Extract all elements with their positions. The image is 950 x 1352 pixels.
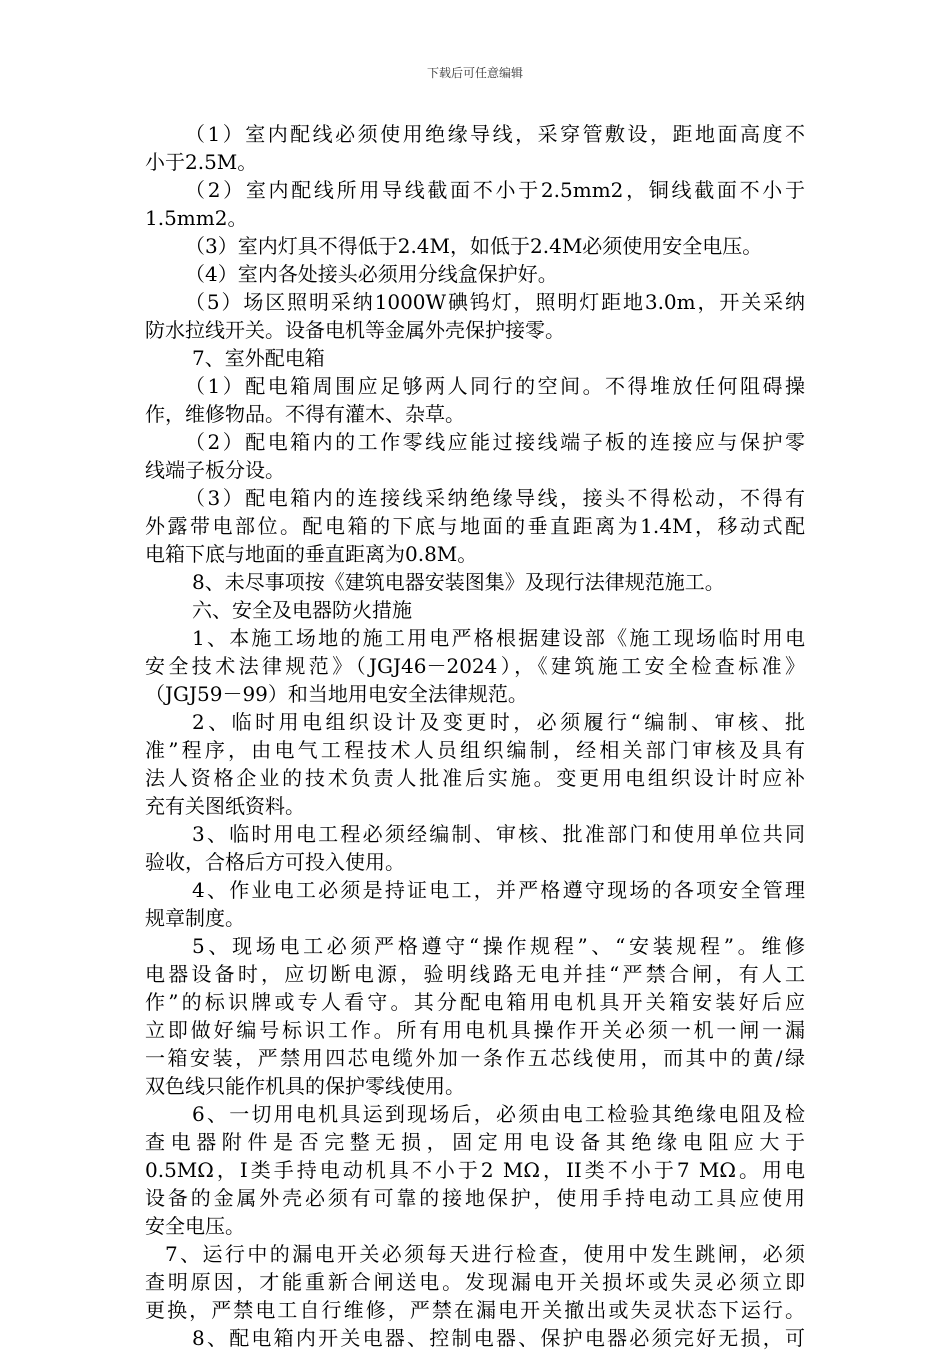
paragraph-line: 查电器附件是否完整无损，固定用电设备其绝缘电阻应大于: [145, 1130, 805, 1154]
paragraph-line: 立即做好编号标识工作。所有用电机具操作开关必须一机一闸一漏: [145, 1018, 805, 1042]
paragraph-line: 8、未尽事项按《建筑电器安装图集》及现行法律规范施工。: [192, 570, 725, 594]
document-body: [145, 120, 805, 1352]
paragraph-line: 0.5MΩ，I类手持电动机具不小于2 MΩ，II类不小于7 MΩ。用电: [145, 1158, 805, 1182]
paragraph-line: （1）室内配线必须使用绝缘导线，采穿管敷设，距地面高度不: [185, 122, 805, 146]
paragraph-line: 作，维修物品。不得有灌木、杂草。: [145, 402, 465, 426]
paragraph-line: 防水拉线开关。设备电机等金属外壳保护接零。: [145, 318, 565, 342]
section-heading: 7、室外配电箱: [192, 346, 325, 370]
paragraph-line: 8、配电箱内开关电器、控制电器、保护电器必须完好无损，可: [192, 1326, 805, 1350]
paragraph-line: 外露带电部位。配电箱的下底与地面的垂直距离为1.4M，移动式配: [145, 514, 805, 538]
paragraph-line: 5、现场电工必须严格遵守“操作规程”、“安装规程”。维修: [192, 934, 805, 958]
paragraph-line: 安全技术法律规范》（JGJ46－2024），《建筑施工安全检查标准》: [145, 654, 805, 678]
paragraph-line: 4、作业电工必须是持证电工，并严格遵守现场的各项安全管理: [192, 878, 805, 902]
paragraph-line: 1.5mm2。: [145, 206, 248, 230]
paragraph-line: 小于2.5M。: [145, 150, 258, 174]
paragraph-line: （4）室内各处接头必须用分线盒保护好。: [185, 262, 558, 286]
paragraph-line: 法人资格企业的技术负责人批准后实施。变更用电组织设计时应补: [145, 766, 805, 790]
paragraph-line: 6、一切用电机具运到现场后，必须由电工检验其绝缘电阻及检: [192, 1102, 805, 1126]
paragraph-line: （3）室内灯具不得低于2.4M，如低于2.4M必须使用安全电压。: [185, 234, 763, 258]
paragraph-line: 电箱下底与地面的垂直距离为0.8M。: [145, 542, 478, 566]
page-header: 下载后可任意编辑: [426, 66, 523, 80]
paragraph-line: 更换，严禁电工自行维修，严禁在漏电开关撤出或失灵状态下运行。: [145, 1298, 805, 1322]
paragraph-line: 作”的标识牌或专人看守。其分配电箱用电机具开关箱安装好后应: [145, 990, 805, 1014]
paragraph-line: 3、临时用电工程必须经编制、审核、批准部门和使用单位共同: [192, 822, 805, 846]
paragraph-line: 电器设备时，应切断电源，验明线路无电并挂“严禁合闸，有人工: [145, 962, 805, 986]
paragraph-line: （3）配电箱内的连接线采纳绝缘导线，接头不得松动，不得有: [185, 486, 805, 510]
paragraph-line: 规章制度。: [145, 906, 245, 930]
paragraph-line: 双色线只能作机具的保护零线使用。: [145, 1074, 465, 1098]
paragraph-line: （JGJ59－99）和当地用电安全法律规范。: [145, 682, 528, 706]
paragraph-line: 充有关图纸资料。: [145, 794, 305, 818]
paragraph-line: 1、本施工场地的施工用电严格根据建设部《施工现场临时用电: [192, 626, 805, 650]
paragraph-line: 7、运行中的漏电开关必须每天进行检查，使用中发生跳闸，必须: [165, 1242, 805, 1266]
paragraph-line: （1）配电箱周围应足够两人同行的空间。不得堆放任何阻碍操: [185, 374, 805, 398]
paragraph-line: （5）场区照明采纳1000W碘钨灯，照明灯距地3.0m，开关采纳: [185, 290, 805, 314]
section-heading: 六、安全及电器防火措施: [192, 598, 412, 622]
paragraph-line: （2）室内配线所用导线截面不小于2.5mm2，铜线截面不小于: [185, 178, 805, 202]
paragraph-line: 验收，合格后方可投入使用。: [145, 850, 405, 874]
paragraph-line: 一箱安装，严禁用四芯电缆外加一条作五芯线使用，而其中的黄/绿: [145, 1046, 805, 1070]
paragraph-line: 安全电压。: [145, 1214, 245, 1238]
paragraph-line: 线端子板分设。: [145, 458, 285, 482]
paragraph-line: 2、临时用电组织设计及变更时，必须履行“编制、审核、批: [192, 710, 805, 734]
paragraph-line: 准”程序，由电气工程技术人员组织编制，经相关部门审核及具有: [145, 738, 805, 762]
paragraph-line: 查明原因，才能重新合闸送电。发现漏电开关损坏或失灵必须立即: [145, 1270, 805, 1294]
paragraph-line: 设备的金属外壳必须有可靠的接地保护，使用手持电动工具应使用: [145, 1186, 805, 1210]
paragraph-line: （2）配电箱内的工作零线应能过接线端子板的连接应与保护零: [185, 430, 805, 454]
